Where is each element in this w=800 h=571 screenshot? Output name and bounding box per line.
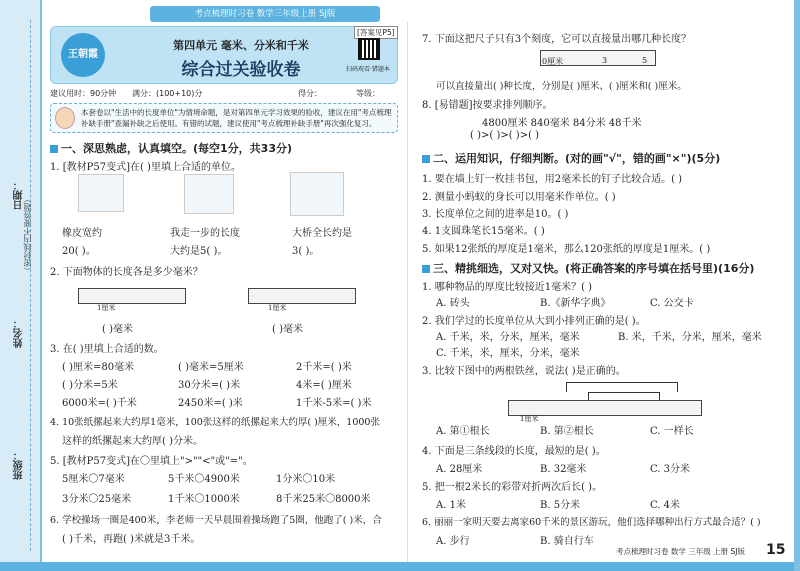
choice-5-a[interactable]: A. 1米 (436, 500, 466, 511)
choice-3-a[interactable]: A. 第①根长 (436, 426, 490, 437)
total-score-text: 满分：(100+10)分 (132, 89, 203, 98)
q1-2: 2. 下面物体的长度各是多少毫米？ (50, 267, 203, 278)
bridge-image (290, 172, 344, 216)
q1-3-r3a[interactable]: 6000米=( )千米 (62, 398, 137, 409)
judge-5[interactable]: 5. 如果12张纸的厚度是1毫米，那么120张纸的厚度是1厘米。( ) (422, 244, 711, 255)
q1-3-r3b[interactable]: 2450米=( )米 (178, 398, 243, 409)
seal-note: （密封线内不要答题） (23, 195, 32, 275)
q1-5-r2b[interactable]: 1千米〇1000米 (168, 494, 240, 505)
date-label: 日期： (14, 180, 25, 210)
q1-3-r2c[interactable]: 4米=( )厘米 (296, 380, 352, 391)
teacher-avatar-icon (55, 107, 75, 129)
q1-5-r1b[interactable]: 5千米〇4900米 (168, 474, 240, 485)
q1-3-r1c[interactable]: 2千米=( )米 (296, 362, 352, 373)
q1-5: 5. [教材P57变式]在〇里填上">""<"或"="。 (50, 456, 253, 467)
choice-5-b[interactable]: B. 5分米 (540, 500, 581, 511)
choice-4-c[interactable]: C. 3分米 (650, 464, 691, 475)
choice-2-b[interactable]: B. 米，千米，分米，厘米，毫米 (618, 332, 762, 343)
q1-3-r1a[interactable]: ( )厘米=80毫米 (62, 362, 135, 373)
qr-caption: 扫码观看·错题本 (346, 66, 390, 73)
q1-2b-blank[interactable]: ( )毫米 (272, 324, 303, 335)
section-2-title: 二、运用知识，仔细判断。(对的画"√"，错的画"×")(5分) (422, 150, 720, 166)
footer-bar (0, 562, 800, 571)
choice-2[interactable]: 2. 我们学过的长度单位从大到小排列正确的是( )。 (422, 316, 646, 327)
choice-6-b[interactable]: B. 骑自行车 (540, 536, 594, 547)
answer-tag: [答案见P5] (354, 26, 398, 39)
binding-margin (0, 0, 42, 571)
time-text: 建议用时：90分钟 (50, 89, 117, 98)
q1-7: 7. 下面这把尺子只有3个刻度，它可以直接量出哪几种长度？ (422, 34, 692, 45)
ruler-1-label: 1厘米 (97, 304, 116, 312)
seal-line (30, 20, 31, 551)
q1-5-r1c[interactable]: 1分米〇10米 (276, 474, 336, 485)
footer-text: 考点梳理时习卷 数学 三年级 上册 SJ版 (616, 547, 746, 556)
class-label: 班级： (14, 450, 25, 480)
q1-1a: 橡皮宽约 (62, 228, 102, 239)
choice-4[interactable]: 4. 下面是三条线段的长度，最短的是( )。 (422, 446, 606, 457)
choice-5[interactable]: 5. 把一根2米长的彩带对折两次后长( )。 (422, 482, 603, 493)
unit-title: 第四单元 毫米、分米和千米 (173, 39, 309, 52)
q1-6b[interactable]: ( )千米，再跑( )米就是3千米。 (62, 534, 201, 545)
section-3-title: 三、精挑细选，又对又快。(将正确答案的序号填在括号里)(16分) (422, 260, 754, 276)
judge-1[interactable]: 1. 要在墙上钉一枚挂书包，用2毫米长的钉子比较合适。( ) (422, 174, 683, 185)
ruler-2-label: 1厘米 (268, 304, 287, 312)
choice-2-c[interactable]: C. 千米，米，厘米，分米，毫米 (436, 348, 580, 359)
page-number: 15 (766, 542, 786, 558)
column-divider (407, 22, 408, 562)
q1-8-order[interactable]: ( )>( )>( )>( ) (470, 130, 540, 141)
q1-5-r1a[interactable]: 5厘米〇7毫米 (62, 474, 125, 485)
q7-tick-3: 3 (602, 56, 608, 65)
q1-3: 3. 在( )里填上合适的数。 (50, 344, 164, 355)
q7-tick-0: 0厘米 (542, 57, 564, 66)
q1-4b[interactable]: 这样的纸摞起来大约厚( )分米。 (62, 436, 203, 447)
wire-1 (566, 382, 678, 392)
choice-3[interactable]: 3. 比较下图中的两根铁丝，说法( )是正确的。 (422, 366, 626, 377)
wire-2 (588, 392, 660, 400)
choice-6-a[interactable]: A. 步行 (436, 536, 470, 547)
page-title: 综合过关验收卷 (181, 60, 301, 80)
score-field[interactable]: 得分： (298, 89, 322, 98)
title-banner (50, 26, 398, 84)
choice-5-c[interactable]: C. 4米 (650, 500, 681, 511)
q1-1b: 我走一步的长度 (170, 228, 240, 239)
top-bar: 考点梳理时习卷 数学三年级上册 SJ版 (150, 6, 380, 22)
q1-1c: 大桥全长约是 (292, 228, 352, 239)
q7-tick-5: 5 (642, 56, 648, 65)
q1-8: 8. [易错题]按要求排列顺序。 (422, 100, 553, 111)
q1-4a[interactable]: 4. 10张纸摞起来大约厚1毫米，100张这样的纸摞起来大约厚( )厘米，1000张 (50, 417, 380, 428)
choice-1[interactable]: 1. 哪种物品的厚度比较接近1毫米？( ) (422, 282, 593, 293)
q1-1a-blank[interactable]: 20( )。 (62, 246, 96, 257)
q1-3-r3c[interactable]: 1千米-5米=( )米 (296, 398, 372, 409)
choice-2-a[interactable]: A. 千米，米，分米，厘米，毫米 (436, 332, 580, 343)
grade-field[interactable]: 等级： (356, 89, 380, 98)
q1-6a[interactable]: 6. 学校操场一圈是400米，李老师一天早晨围着操场跑了5圈，他跑了( )米，合 (50, 515, 382, 526)
judge-4[interactable]: 4. 1支圆珠笔长15毫米。( ) (422, 226, 545, 237)
ruler-1 (78, 288, 186, 304)
choice-1-c[interactable]: C. 公交卡 (650, 298, 694, 309)
eraser-image (78, 174, 124, 212)
choice-6[interactable]: 6. 丽丽一家明天要去离家60千米的景区游玩，他们选择哪种出行方式最合适？( ) (422, 517, 761, 528)
wire-ruler-label: 1厘米 (520, 415, 539, 423)
q1-5-r2a[interactable]: 3分米〇25毫米 (62, 494, 132, 505)
choice-3-c[interactable]: C. 一样长 (650, 426, 694, 437)
choice-3-b[interactable]: B. 第②根长 (540, 426, 594, 437)
qr-code-icon[interactable] (358, 38, 380, 60)
step-image (184, 174, 234, 214)
right-edge (794, 0, 800, 571)
q1-1c-blank[interactable]: 3( )。 (292, 246, 320, 257)
name-label: 姓名： (14, 318, 25, 348)
choice-1-a[interactable]: A. 砖头 (436, 298, 470, 309)
q1-1: 1. [教材P57变式]在( )里填上合适的单位。 (50, 162, 241, 173)
section-1-title: 一、深思熟虑，认真填空。(每空1分，共33分) (50, 140, 292, 156)
q1-3-r1b[interactable]: ( )毫米=5厘米 (178, 362, 244, 373)
choice-1-b[interactable]: B.《新华字典》 (540, 298, 611, 309)
judge-2[interactable]: 2. 测量小蚂蚁的身长可以用毫米作单位。( ) (422, 192, 616, 203)
judge-3[interactable]: 3. 长度单位之间的进率是10。( ) (422, 209, 569, 220)
q1-5-r2c[interactable]: 8千米25米〇8000米 (276, 494, 371, 505)
q1-7-answer[interactable]: 可以直接量出( )种长度，分别是( )厘米、( )厘米和( )厘米。 (436, 81, 687, 92)
choice-4-b[interactable]: B. 32毫米 (540, 464, 587, 475)
q1-2a-blank[interactable]: ( )毫米 (102, 324, 133, 335)
tip-text: 本套卷以"生活中的长度单位"为情境命题，是对第四单元学习效果的验收，建议在用"考点梳理补缺手册"查漏补缺之后使用。有错的试题，建议使用"考点梳理补缺手册"再次强化复习。 (81, 108, 392, 128)
tip-box (50, 103, 398, 133)
q1-1b-blank[interactable]: 大约是5( )。 (170, 246, 228, 257)
choice-4-a[interactable]: A. 28厘米 (436, 464, 483, 475)
ruler-2 (248, 288, 356, 304)
brand-logo: 王朝霞 (61, 33, 105, 77)
q1-8-values: 4800厘米 840毫米 84分米 48千米 (482, 118, 642, 129)
q1-3-r2a[interactable]: ( )分米=5米 (62, 380, 118, 391)
q1-3-r2b[interactable]: 30分米=( )米 (178, 380, 241, 391)
